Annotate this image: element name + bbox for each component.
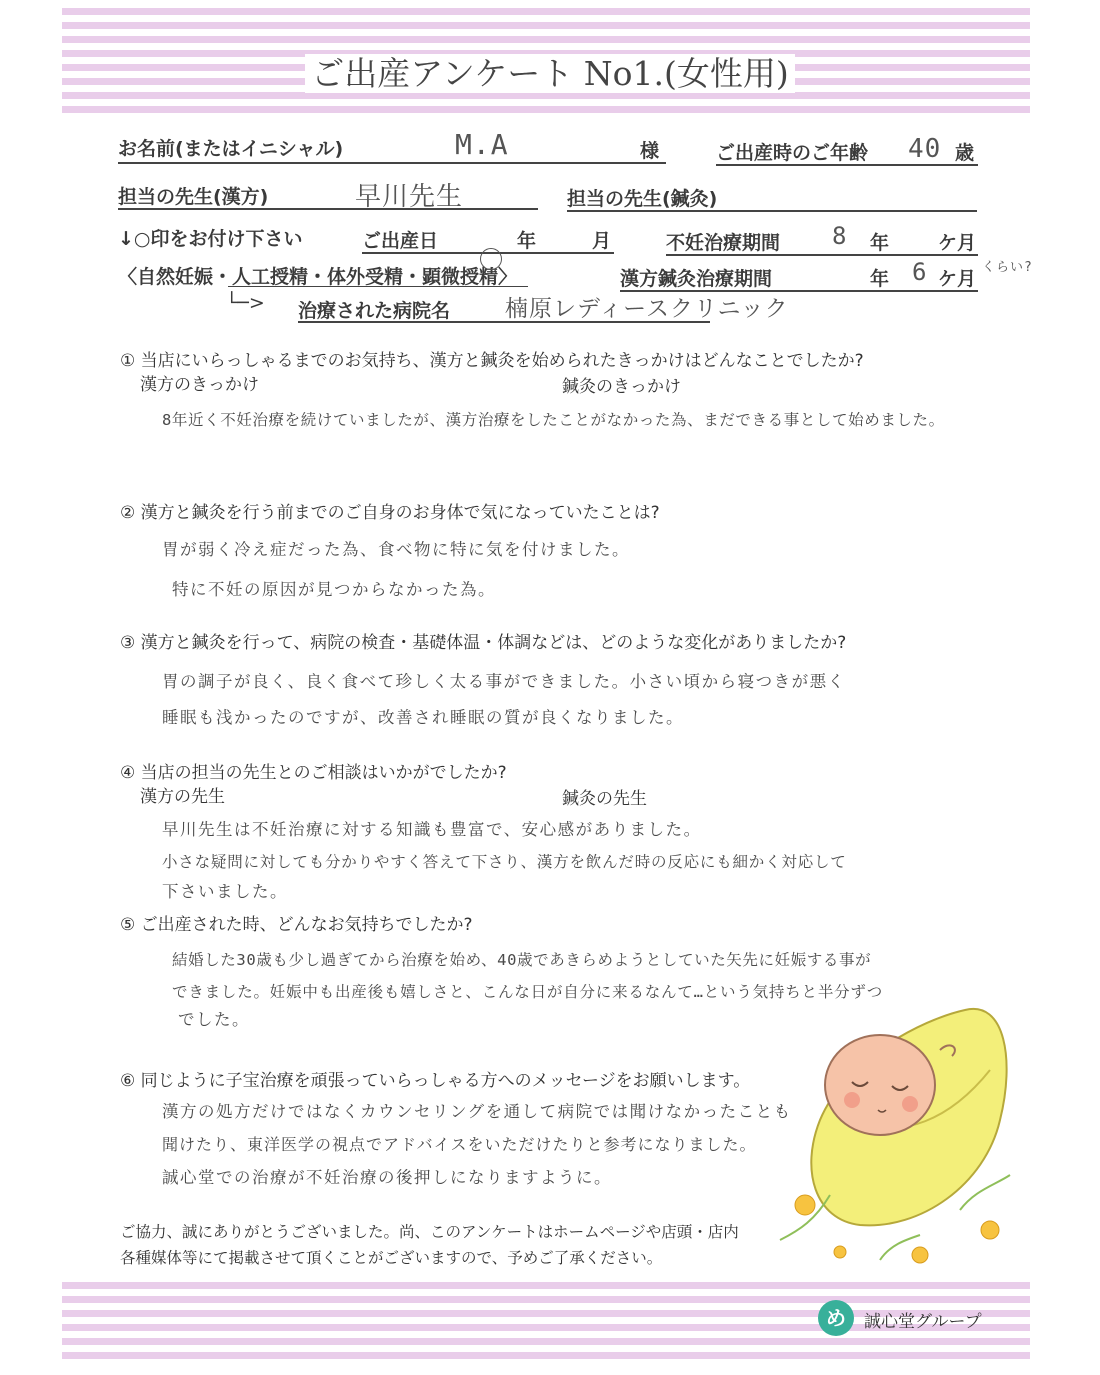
age-label: ご出産時のご年齢 (716, 142, 869, 164)
acupuncture-teacher-label: 担当の先生(鍼灸) (567, 188, 718, 210)
mark-instruction: ↓○印をお付け下さい (118, 228, 303, 250)
logo-text: 誠心堂グループ (864, 1312, 982, 1332)
question-3: ③ 漢方と鍼灸を行って、病院の検査・基礎体温・体調などは、どのような変化がありましたか? (120, 633, 847, 653)
kampo-teacher-value: 早川先生 (355, 182, 464, 212)
age-unit: 歳 (955, 142, 975, 164)
kampo-months-value: 6 (912, 258, 928, 286)
age-underline (716, 164, 978, 166)
age-value: 40 (908, 134, 942, 164)
baby-cheek-right (902, 1096, 918, 1112)
birth-month-unit: 月 (592, 230, 612, 252)
question-1-kampo-trigger: 漢方のきっかけ (140, 375, 259, 395)
kampo-year-unit: 年 (870, 268, 890, 290)
answer-6-line-2: 聞けたり、東洋医学の視点でアドバイスをいただけたりと参考になりました。 (162, 1135, 757, 1154)
answer-4-line-3: 下さいました。 (162, 882, 288, 901)
answer-3-line-1: 胃の調子が良く、良く食べて珍しく太る事ができました。小さい頃から寝つきが悪く (162, 672, 846, 691)
birth-year-unit: 年 (517, 230, 537, 252)
pregnancy-types: 〈自然妊娠・人工授精・体外受精・顕微授精〉 (118, 266, 518, 288)
hospital-value: 楠原レディースクリニック (505, 296, 789, 322)
baby-illustration (760, 990, 1030, 1280)
honorific: 様 (640, 140, 660, 162)
survey-title: ご出産アンケート No1.(女性用) (0, 48, 1100, 95)
infertility-years: 8 (832, 222, 848, 250)
infertility-month-unit: ケ月 (938, 232, 977, 254)
answer-4-line-1: 早川先生は不妊治療に対する知識も豊富で、安心感がありました。 (162, 820, 702, 839)
selection-circle-mark (480, 248, 502, 270)
answer-6-line-3: 誠心堂での治療が不妊治療の後押しになりますように。 (162, 1168, 612, 1187)
question-4-acupuncture-teacher: 鍼灸の先生 (562, 789, 647, 809)
baby-face (825, 1035, 935, 1135)
question-4: ④ 当店の担当の先生とのご相談はいかがでしたか? (120, 763, 507, 783)
answer-4-line-2: 小さな疑問に対しても分かりやすく答えて下さり、漢方を飲んだ時の反応にも細かく対応して (162, 853, 847, 871)
answer-5-line-2: できました。妊娠中も出産後も嬉しさと、こんな日が自分に来るなんて…という気持ちと半分ずつ (172, 983, 884, 1001)
acupuncture-teacher-underline (567, 210, 977, 212)
question-5: ⑤ ご出産された時、どんなお気持ちでしたか? (120, 915, 473, 935)
kampo-period-note: くらい? (982, 260, 1033, 275)
kampo-month-unit: ケ月 (938, 268, 977, 290)
question-1-acupuncture-trigger: 鍼灸のきっかけ (562, 377, 681, 397)
name-value: M.A (455, 128, 509, 161)
thanks-line-2: 各種媒体等にて掲載させて頂くことがございますので、予めご了承ください。 (120, 1249, 663, 1267)
infertility-period-label: 不妊治療期間 (666, 232, 781, 254)
answer-3-line-2: 睡眠も浅かったのですが、改善され睡眠の質が良くなりました。 (162, 708, 684, 727)
infertility-underline (666, 254, 978, 256)
name-underline (118, 162, 666, 164)
thanks-line-1: ご協力、誠にありがとうございました。尚、このアンケートはホームページや店頭・店内 (120, 1223, 739, 1241)
name-label: お名前(またはイニシャル) (118, 138, 344, 160)
kampo-period-label: 漢方鍼灸治療期間 (620, 268, 773, 290)
kampo-teacher-underline (118, 208, 538, 210)
answer-5-line-3: でした。 (178, 1010, 250, 1029)
answer-1-line-1: 8年近く不妊治療を続けていましたが、漢方治療をしたことがなかった為、まだできる事として始めました。 (162, 411, 945, 429)
answer-6-line-1: 漢方の処方だけではなくカウンセリングを通して病院では聞けなかったことも (162, 1102, 792, 1121)
question-4-kampo-teacher: 漢方の先生 (140, 787, 225, 807)
logo-mark-icon: め (818, 1300, 854, 1336)
seishindo-logo (818, 1300, 1028, 1340)
question-2: ② 漢方と鍼灸を行う前までのご自身のお身体で気になっていたことは? (120, 503, 660, 523)
kampo-teacher-label: 担当の先生(漢方) (118, 186, 269, 208)
hospital-label: 治療された病院名 (298, 300, 451, 322)
birth-date-label: ご出産日 (362, 230, 439, 252)
answer-2-line-2: 特に不妊の原因が見つからなかった為。 (172, 580, 496, 599)
hospital-arrow: └─> (226, 292, 265, 314)
answer-5-line-1: 結婚した30歳も少し過ぎてから治療を始め、40歳であきらめようとしていた矢先に妊娠する事が (172, 951, 872, 969)
question-6: ⑥ 同じように子宝治療を頑張っていらっしゃる方へのメッセージをお願いします。 (120, 1071, 751, 1091)
pregnancy-types-underline (228, 286, 528, 287)
baby-cheek-left (844, 1092, 860, 1108)
hospital-underline (298, 321, 710, 323)
infertility-year-unit: 年 (870, 232, 890, 254)
answer-2-line-1: 胃が弱く冷え症だった為、食べ物に特に気を付けました。 (162, 540, 630, 559)
question-1: ① 当店にいらっしゃるまでのお気持ち、漢方と鍼灸を始められたきっかけはどんなことでしたか? (120, 351, 864, 371)
